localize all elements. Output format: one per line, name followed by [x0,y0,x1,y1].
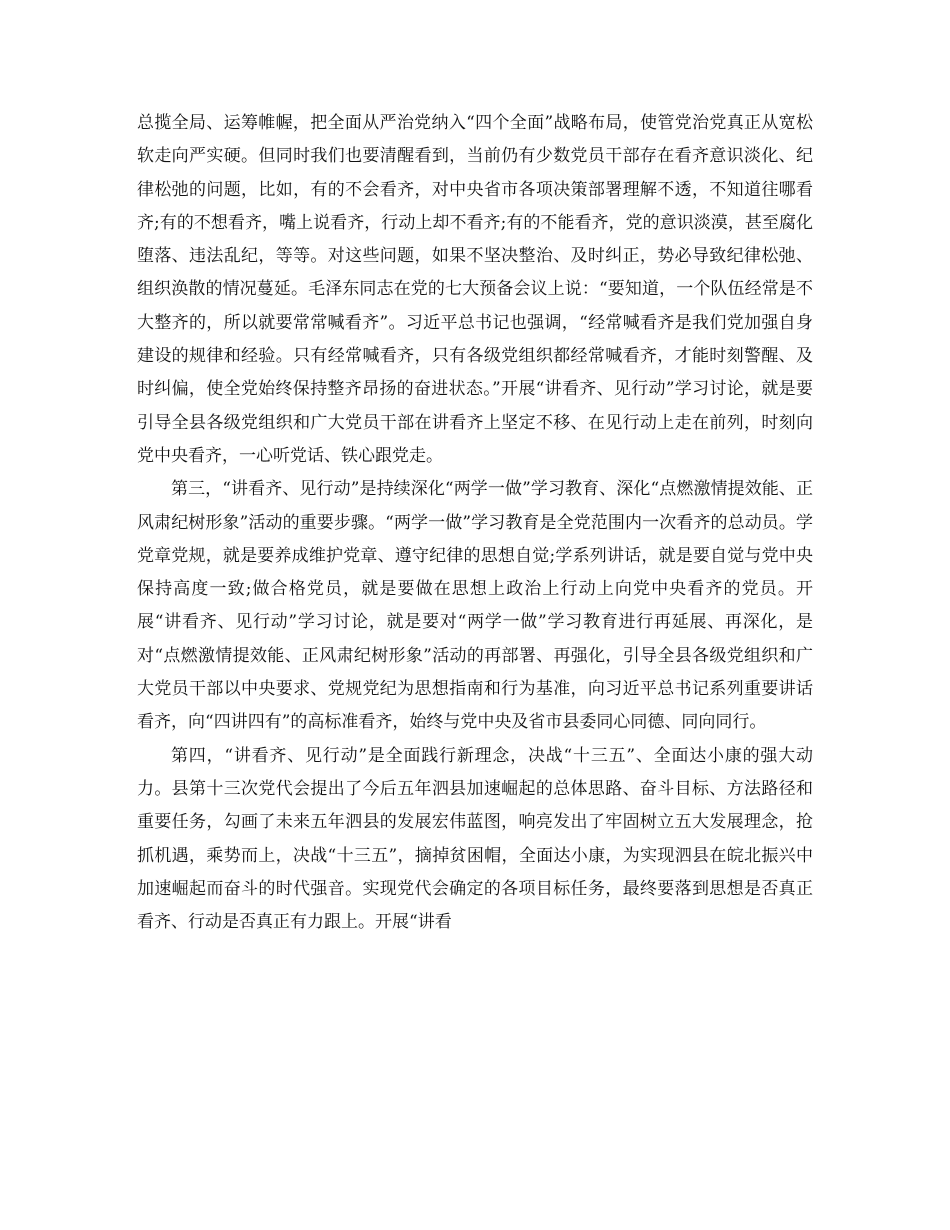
paragraph-3: 第四，“讲看齐、见行动”是全面践行新理念，决战“十三五”、全面达小康的强大动力。县第十三次党代会提出了今后五年泗县加速崛起的总体思路、奋斗目标、方法路径和重要任务，勾画了未来五年泗县的发展宏伟蓝图，响亮发出了牢固树立五大发展理念，抢抓机遇，乘势而上，决战“十三五”，摘掉贫困帽，全面达小康，为实现泗县在皖北振兴中加速崛起而奋斗的时代强音。实现党代会确定的各项目标任务，最终要落到思想是否真正看齐、行动是否真正有力跟上。开展“讲看 [137,745,813,933]
paragraph-2: 第三，“讲看齐、见行动”是持续深化“两学一做”学习教育、深化“点燃激情提效能、正风肃纪树形象”活动的重要步骤。“两学一做”学习教育是全党范围内一次看齐的总动员。学党章党规，就是要养成维护党章、遵守纪律的思想自觉;学系列讲话，就是要自觉与党中央保持高度一致;做合格党员，就是要做在思想上政治上行动上向党中央看齐的党员。开展“讲看齐、见行动”学习讨论，就是要对“两学一做”学习教育进行再延展、再深化，是对“点燃激情提效能、正风肃纪树形象”活动的再部署、再强化，引导全县各级党组织和广大党员干部以中央要求、党规党纪为思想指南和行为基准，向习近平总书记系列重要讲话看齐，向“四讲四有”的高标准看齐，始终与党中央及省市县委同心同德、同向同行。 [137,479,813,733]
paragraph-1: 总揽全局、运筹帷幄，把全面从严治党纳入“四个全面”战略布局，使管党治党真正从宽松软走向严实硬。但同时我们也要清醒看到，当前仍有少数党员干部存在看齐意识淡化、纪律松弛的问题，比如，有的不会看齐，对中央省市各项决策部署理解不透，不知道往哪看齐;有的不想看齐，嘴上说看齐，行动上却不看齐;有的不能看齐，党的意识淡漠，甚至腐化堕落、违法乱纪，等等。对这些问题，如果不坚决整治、及时纠正，势必导致纪律松弛、组织涣散的情况蔓延。毛泽东同志在党的七大预备会议上说：“要知道，一个队伍经常是不大整齐的，所以就要常常喊看齐”。习近平总书记也强调，“经常喊看齐是我们党加强自身建设的规律和经验。只有经常喊看齐，只有各级党组织都经常喊看齐，才能时刻警醒、及时纠偏，使全党始终保持整齐昂扬的奋进状态。”开展“讲看齐、见行动”学习讨论，就是要引导全县各级党组织和广大党员干部在讲看齐上坚定不移、在见行动上走在前列，时刻向党中央看齐，一心听党话、铁心跟党走。 [137,113,813,466]
document-body [137,107,813,939]
